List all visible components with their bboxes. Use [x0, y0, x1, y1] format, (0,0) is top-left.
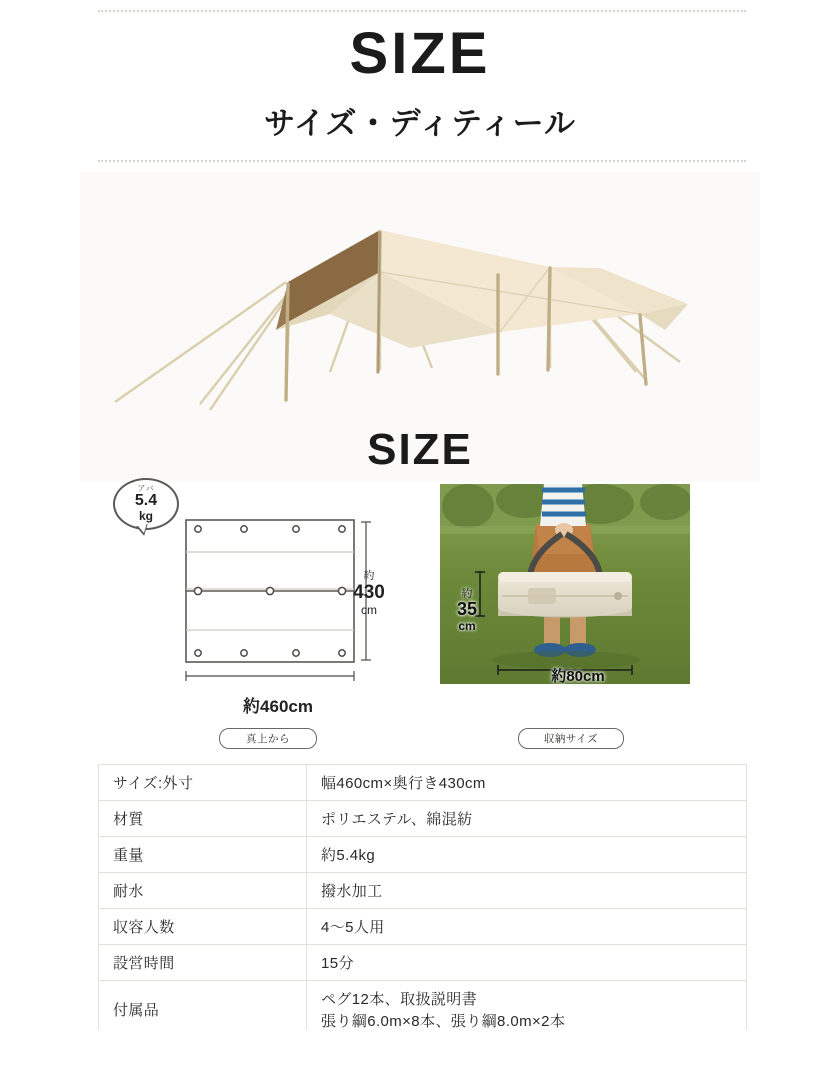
spec-value: 撥水加工 — [307, 873, 747, 909]
divider-top — [98, 10, 746, 12]
storage-height-prefix: 約 — [461, 588, 473, 600]
caption-storage-size: 収納サイズ — [518, 728, 624, 749]
spec-label: 収容人数 — [99, 909, 307, 945]
storage-height-unit: cm — [458, 618, 476, 633]
table-row — [99, 873, 747, 909]
topview-diagram — [178, 512, 378, 687]
spec-label: サイズ:外寸 — [99, 765, 307, 801]
table-row — [99, 837, 747, 873]
storage-height-dimension — [452, 588, 482, 633]
topview-depth-dimension — [352, 570, 386, 617]
table-row — [99, 945, 747, 981]
page-bottom-margin — [0, 1030, 840, 1080]
topview-depth-unit: cm — [361, 602, 377, 617]
weight-badge-value: 5.4 — [134, 492, 158, 509]
spec-label: 付属品 — [99, 981, 307, 1043]
storage-width-dimension: 約80cm — [551, 668, 605, 685]
topview-depth-prefix: 約 — [363, 570, 375, 582]
caption-topview: 真上から — [219, 728, 317, 749]
weight-badge-tiny: アバ — [137, 484, 155, 493]
table-row — [99, 765, 747, 801]
spec-label: 材質 — [99, 801, 307, 837]
spec-label: 重量 — [99, 837, 307, 873]
storage-bag-photo-graphic — [440, 484, 690, 684]
spec-label: 耐水 — [99, 873, 307, 909]
topview-width-dimension: 約460cm — [243, 697, 313, 716]
weight-badge-unit: kg — [138, 508, 153, 523]
table-row — [99, 909, 747, 945]
spec-value-line-1: ペグ12本、取扱説明書 — [321, 991, 478, 1008]
spec-value: 幅460cm×奥行き430cm — [307, 765, 747, 801]
page-subtitle: サイズ・ディティール — [264, 106, 576, 141]
spec-value: 約5.4kg — [307, 837, 747, 873]
size-word-label: SIZE — [367, 425, 473, 474]
spec-label: 設営時間 — [99, 945, 307, 981]
topview-depth-value: 430 — [353, 582, 385, 604]
divider-under-title — [98, 160, 746, 162]
spec-value: 15分 — [307, 945, 747, 981]
topview-diagram-graphic — [178, 512, 378, 687]
table-row — [99, 801, 747, 837]
storage-bag-photo — [440, 484, 690, 684]
spec-value: ポリエステル、綿混紡 — [307, 801, 747, 837]
page-title: SIZE — [349, 21, 491, 86]
spec-value: 4〜5人用 — [307, 909, 747, 945]
storage-height-value: 35 — [456, 599, 478, 620]
spec-table — [98, 764, 747, 1043]
spec-value-line-2: 張り綱6.0m×8本、張り綱8.0m×2本 — [321, 1012, 566, 1030]
